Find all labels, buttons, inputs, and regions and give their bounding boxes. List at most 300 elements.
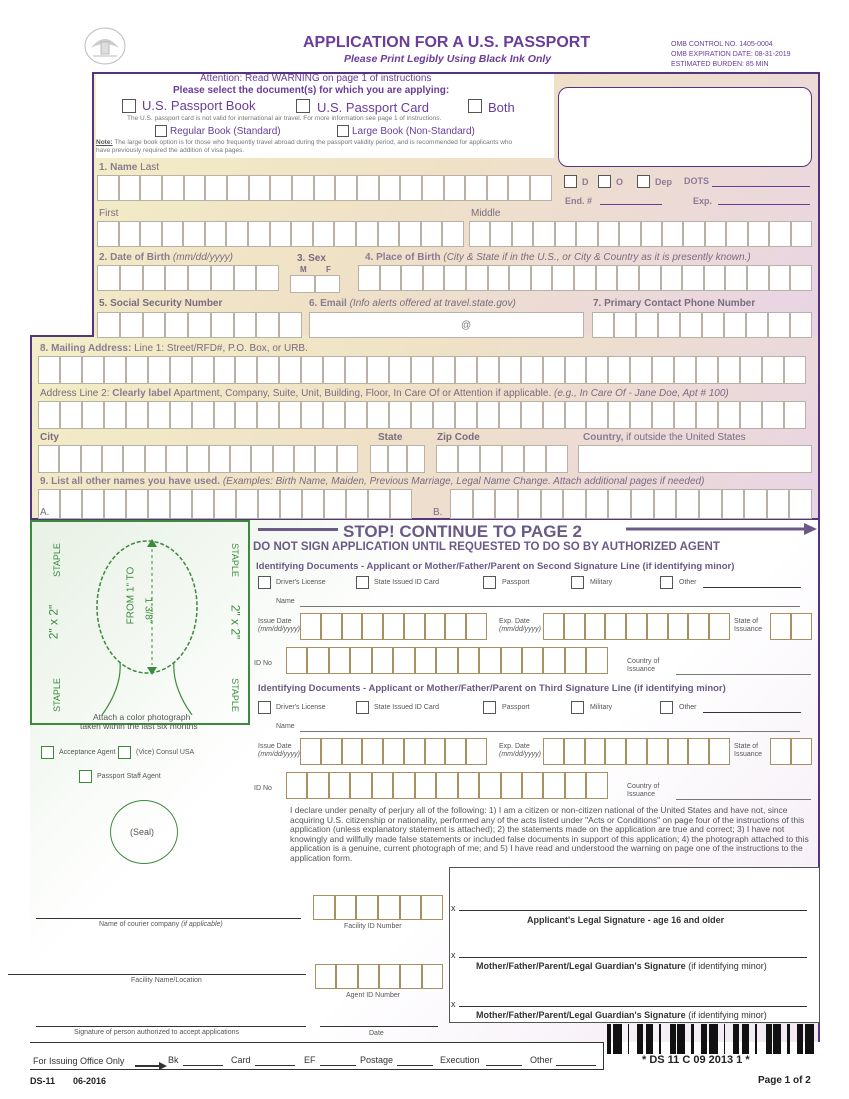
char-cell[interactable] bbox=[718, 401, 740, 429]
char-cell[interactable] bbox=[480, 445, 502, 473]
char-cell[interactable] bbox=[291, 221, 313, 247]
char-cell[interactable] bbox=[421, 895, 443, 920]
char-cell[interactable] bbox=[608, 356, 630, 384]
char-cell[interactable] bbox=[301, 401, 323, 429]
char-cell[interactable] bbox=[576, 221, 597, 247]
char-cell[interactable] bbox=[307, 772, 328, 799]
char-cell[interactable] bbox=[184, 175, 206, 201]
char-cell[interactable] bbox=[286, 772, 307, 799]
char-cell[interactable] bbox=[490, 221, 511, 247]
char-cell[interactable] bbox=[501, 772, 522, 799]
char-cell[interactable] bbox=[531, 265, 553, 291]
char-cell[interactable] bbox=[565, 772, 586, 799]
char-cell[interactable] bbox=[314, 175, 336, 201]
id2-other-checkbox[interactable] bbox=[660, 701, 673, 714]
char-cell[interactable] bbox=[404, 738, 425, 765]
char-cell[interactable] bbox=[477, 401, 499, 429]
char-cell[interactable] bbox=[346, 489, 368, 519]
passport-book-checkbox[interactable] bbox=[122, 99, 136, 113]
char-cell[interactable] bbox=[400, 964, 421, 989]
both-checkbox[interactable] bbox=[468, 99, 482, 113]
char-cell[interactable] bbox=[170, 356, 192, 384]
char-cell[interactable] bbox=[724, 312, 746, 338]
char-cell[interactable] bbox=[605, 738, 626, 765]
char-cell[interactable] bbox=[143, 312, 166, 338]
char-cell[interactable] bbox=[596, 265, 618, 291]
zip-cells[interactable] bbox=[436, 445, 568, 473]
id2-military-checkbox[interactable] bbox=[571, 701, 584, 714]
address-line2-cells[interactable] bbox=[38, 401, 806, 429]
id1-id-cells[interactable] bbox=[286, 647, 608, 674]
char-cell[interactable] bbox=[626, 738, 647, 765]
char-cell[interactable] bbox=[702, 312, 724, 338]
char-cell[interactable] bbox=[533, 221, 554, 247]
char-cell[interactable] bbox=[148, 356, 170, 384]
char-cell[interactable] bbox=[97, 221, 119, 247]
other-name-a-cells[interactable] bbox=[38, 489, 412, 519]
char-cell[interactable] bbox=[747, 265, 769, 291]
char-cell[interactable] bbox=[411, 401, 433, 429]
char-cell[interactable] bbox=[466, 613, 487, 640]
char-cell[interactable] bbox=[668, 613, 689, 640]
char-cell[interactable] bbox=[718, 356, 740, 384]
char-cell[interactable] bbox=[145, 445, 166, 473]
char-cell[interactable] bbox=[248, 221, 270, 247]
id2-exp-cells[interactable] bbox=[543, 738, 730, 765]
char-cell[interactable] bbox=[433, 356, 455, 384]
guardian-signature-line-2[interactable] bbox=[459, 1006, 807, 1007]
city-cells[interactable] bbox=[38, 445, 358, 473]
char-cell[interactable] bbox=[769, 265, 791, 291]
acceptance-agent-checkbox[interactable] bbox=[41, 746, 54, 759]
char-cell[interactable] bbox=[362, 738, 383, 765]
char-cell[interactable] bbox=[379, 175, 401, 201]
id1-state-id-checkbox[interactable] bbox=[356, 576, 369, 589]
char-cell[interactable] bbox=[543, 401, 565, 429]
char-cell[interactable] bbox=[166, 445, 187, 473]
char-cell[interactable] bbox=[143, 265, 166, 291]
char-cell[interactable] bbox=[658, 312, 680, 338]
char-cell[interactable] bbox=[335, 895, 357, 920]
char-cell[interactable] bbox=[444, 175, 466, 201]
other-name-b-cells[interactable] bbox=[450, 489, 812, 519]
char-cell[interactable] bbox=[60, 401, 82, 429]
char-cell[interactable] bbox=[214, 356, 236, 384]
id1-other-checkbox[interactable] bbox=[660, 576, 673, 589]
char-cell[interactable] bbox=[586, 356, 608, 384]
char-cell[interactable] bbox=[469, 221, 490, 247]
char-cell[interactable] bbox=[423, 265, 445, 291]
char-cell[interactable] bbox=[292, 175, 314, 201]
char-cell[interactable] bbox=[586, 647, 607, 674]
agent-id-cells[interactable] bbox=[315, 964, 443, 989]
char-cell[interactable] bbox=[148, 489, 170, 519]
char-cell[interactable] bbox=[302, 489, 324, 519]
char-cell[interactable] bbox=[608, 401, 630, 429]
char-cell[interactable] bbox=[390, 489, 412, 519]
char-cell[interactable] bbox=[59, 445, 80, 473]
id1-exp-cells[interactable] bbox=[543, 613, 730, 640]
state-cells[interactable] bbox=[370, 445, 425, 473]
id1-issue-cells[interactable] bbox=[300, 613, 487, 640]
char-cell[interactable] bbox=[342, 738, 363, 765]
ssn-cells[interactable] bbox=[97, 312, 302, 338]
char-cell[interactable] bbox=[324, 489, 346, 519]
char-cell[interactable] bbox=[488, 265, 510, 291]
char-cell[interactable] bbox=[162, 175, 184, 201]
char-cell[interactable] bbox=[388, 445, 406, 473]
char-cell[interactable] bbox=[688, 738, 709, 765]
passport-card-checkbox[interactable] bbox=[296, 99, 310, 113]
char-cell[interactable] bbox=[630, 356, 652, 384]
char-cell[interactable] bbox=[389, 356, 411, 384]
char-cell[interactable] bbox=[234, 265, 257, 291]
char-cell[interactable] bbox=[126, 356, 148, 384]
char-cell[interactable] bbox=[270, 175, 292, 201]
char-cell[interactable] bbox=[235, 401, 257, 429]
facility-id-cells[interactable] bbox=[313, 895, 443, 920]
char-cell[interactable] bbox=[279, 401, 301, 429]
char-cell[interactable] bbox=[170, 489, 192, 519]
char-cell[interactable] bbox=[165, 312, 188, 338]
char-cell[interactable] bbox=[546, 445, 568, 473]
char-cell[interactable] bbox=[479, 647, 500, 674]
char-cell[interactable] bbox=[350, 772, 371, 799]
char-cell[interactable] bbox=[767, 489, 790, 519]
char-cell[interactable] bbox=[187, 445, 208, 473]
char-cell[interactable] bbox=[307, 647, 328, 674]
char-cell[interactable] bbox=[258, 489, 280, 519]
char-cell[interactable] bbox=[249, 175, 271, 201]
char-cell[interactable] bbox=[647, 613, 668, 640]
char-cell[interactable] bbox=[279, 356, 301, 384]
char-cell[interactable] bbox=[425, 738, 446, 765]
char-cell[interactable] bbox=[362, 613, 383, 640]
char-cell[interactable] bbox=[465, 175, 487, 201]
char-cell[interactable] bbox=[313, 221, 335, 247]
char-cell[interactable] bbox=[211, 312, 234, 338]
char-cell[interactable] bbox=[82, 489, 104, 519]
char-cell[interactable] bbox=[104, 401, 126, 429]
id2-name-field[interactable] bbox=[300, 731, 800, 732]
char-cell[interactable] bbox=[770, 738, 791, 765]
char-cell[interactable] bbox=[230, 445, 251, 473]
char-cell[interactable] bbox=[256, 312, 279, 338]
char-cell[interactable] bbox=[631, 489, 654, 519]
regular-book-checkbox[interactable] bbox=[155, 125, 167, 137]
char-cell[interactable] bbox=[270, 221, 292, 247]
char-cell[interactable] bbox=[38, 445, 59, 473]
consul-checkbox[interactable] bbox=[118, 746, 131, 759]
char-cell[interactable] bbox=[705, 221, 726, 247]
char-cell[interactable] bbox=[357, 175, 379, 201]
char-cell[interactable] bbox=[555, 221, 576, 247]
char-cell[interactable] bbox=[97, 175, 119, 201]
char-cell[interactable] bbox=[473, 489, 496, 519]
char-cell[interactable] bbox=[495, 489, 518, 519]
char-cell[interactable] bbox=[119, 221, 141, 247]
char-cell[interactable] bbox=[499, 401, 521, 429]
char-cell[interactable] bbox=[790, 312, 812, 338]
char-cell[interactable] bbox=[522, 772, 543, 799]
char-cell[interactable] bbox=[524, 445, 546, 473]
char-cell[interactable] bbox=[744, 489, 767, 519]
char-cell[interactable] bbox=[236, 489, 258, 519]
char-cell[interactable] bbox=[518, 489, 541, 519]
char-cell[interactable] bbox=[315, 964, 336, 989]
char-cell[interactable] bbox=[329, 772, 350, 799]
char-cell[interactable] bbox=[235, 356, 257, 384]
char-cell[interactable] bbox=[444, 265, 466, 291]
char-cell[interactable] bbox=[586, 772, 607, 799]
id2-country-field[interactable] bbox=[676, 799, 811, 800]
char-cell[interactable] bbox=[97, 312, 120, 338]
char-cell[interactable] bbox=[662, 221, 683, 247]
char-cell[interactable] bbox=[214, 489, 236, 519]
char-cell[interactable] bbox=[383, 738, 404, 765]
char-cell[interactable] bbox=[400, 895, 422, 920]
char-cell[interactable] bbox=[709, 738, 730, 765]
applicant-signature-line[interactable] bbox=[459, 910, 807, 911]
dob-cells[interactable] bbox=[97, 265, 279, 291]
char-cell[interactable] bbox=[696, 356, 718, 384]
char-cell[interactable] bbox=[148, 401, 170, 429]
char-cell[interactable] bbox=[784, 356, 806, 384]
char-cell[interactable] bbox=[458, 772, 479, 799]
courier-line[interactable] bbox=[36, 918, 301, 919]
char-cell[interactable] bbox=[509, 265, 531, 291]
id2-id-cells[interactable] bbox=[286, 772, 608, 799]
char-cell[interactable] bbox=[458, 445, 480, 473]
date-line[interactable] bbox=[320, 1026, 438, 1027]
char-cell[interactable] bbox=[389, 401, 411, 429]
char-cell[interactable] bbox=[315, 275, 340, 293]
char-cell[interactable] bbox=[477, 356, 499, 384]
char-cell[interactable] bbox=[543, 738, 564, 765]
id1-passport-checkbox[interactable] bbox=[483, 576, 496, 589]
char-cell[interactable] bbox=[358, 964, 379, 989]
id1-name-field[interactable] bbox=[300, 606, 800, 607]
char-cell[interactable] bbox=[97, 265, 120, 291]
char-cell[interactable] bbox=[543, 613, 564, 640]
char-cell[interactable] bbox=[290, 275, 315, 293]
char-cell[interactable] bbox=[487, 175, 509, 201]
first-name-cells[interactable] bbox=[97, 221, 464, 247]
char-cell[interactable] bbox=[257, 356, 279, 384]
email-field[interactable] bbox=[309, 312, 584, 338]
char-cell[interactable] bbox=[120, 265, 143, 291]
char-cell[interactable] bbox=[450, 489, 473, 519]
large-book-checkbox[interactable] bbox=[337, 125, 349, 137]
country-field[interactable] bbox=[578, 445, 812, 473]
char-cell[interactable] bbox=[647, 738, 668, 765]
char-cell[interactable] bbox=[726, 221, 747, 247]
char-cell[interactable] bbox=[165, 265, 188, 291]
address-line1-cells[interactable] bbox=[38, 356, 806, 384]
char-cell[interactable] bbox=[367, 356, 389, 384]
char-cell[interactable] bbox=[565, 647, 586, 674]
char-cell[interactable] bbox=[598, 221, 619, 247]
char-cell[interactable] bbox=[102, 445, 123, 473]
char-cell[interactable] bbox=[345, 356, 367, 384]
char-cell[interactable] bbox=[614, 312, 636, 338]
char-cell[interactable] bbox=[383, 613, 404, 640]
char-cell[interactable] bbox=[411, 356, 433, 384]
char-cell[interactable] bbox=[372, 647, 393, 674]
char-cell[interactable] bbox=[119, 175, 141, 201]
char-cell[interactable] bbox=[586, 489, 609, 519]
last-name-cells[interactable] bbox=[97, 175, 552, 201]
char-cell[interactable] bbox=[585, 613, 606, 640]
char-cell[interactable] bbox=[323, 401, 345, 429]
char-cell[interactable] bbox=[455, 401, 477, 429]
char-cell[interactable] bbox=[104, 356, 126, 384]
char-cell[interactable] bbox=[251, 445, 272, 473]
o-checkbox[interactable] bbox=[598, 175, 611, 188]
char-cell[interactable] bbox=[501, 647, 522, 674]
char-cell[interactable] bbox=[436, 772, 457, 799]
char-cell[interactable] bbox=[140, 175, 162, 201]
id2-drivers-checkbox[interactable] bbox=[258, 701, 271, 714]
char-cell[interactable] bbox=[668, 738, 689, 765]
char-cell[interactable] bbox=[455, 356, 477, 384]
char-cell[interactable] bbox=[188, 312, 211, 338]
char-cell[interactable] bbox=[401, 265, 423, 291]
char-cell[interactable] bbox=[433, 401, 455, 429]
char-cell[interactable] bbox=[725, 265, 747, 291]
char-cell[interactable] bbox=[630, 401, 652, 429]
phone-cells[interactable] bbox=[592, 312, 812, 338]
char-cell[interactable] bbox=[380, 265, 402, 291]
char-cell[interactable] bbox=[608, 489, 631, 519]
char-cell[interactable] bbox=[682, 265, 704, 291]
char-cell[interactable] bbox=[770, 613, 791, 640]
char-cell[interactable] bbox=[192, 356, 214, 384]
sex-cells[interactable] bbox=[290, 275, 340, 293]
pob-cells[interactable] bbox=[358, 265, 812, 291]
char-cell[interactable] bbox=[273, 445, 294, 473]
char-cell[interactable] bbox=[140, 221, 162, 247]
char-cell[interactable] bbox=[425, 613, 446, 640]
char-cell[interactable] bbox=[227, 175, 249, 201]
char-cell[interactable] bbox=[619, 221, 640, 247]
char-cell[interactable] bbox=[415, 647, 436, 674]
char-cell[interactable] bbox=[345, 401, 367, 429]
char-cell[interactable] bbox=[211, 265, 234, 291]
char-cell[interactable] bbox=[436, 647, 457, 674]
char-cell[interactable] bbox=[791, 613, 812, 640]
char-cell[interactable] bbox=[458, 647, 479, 674]
char-cell[interactable] bbox=[543, 772, 564, 799]
char-cell[interactable] bbox=[256, 265, 279, 291]
char-cell[interactable] bbox=[234, 312, 257, 338]
char-cell[interactable] bbox=[479, 772, 500, 799]
char-cell[interactable] bbox=[393, 772, 414, 799]
char-cell[interactable] bbox=[286, 647, 307, 674]
char-cell[interactable] bbox=[209, 445, 230, 473]
char-cell[interactable] bbox=[791, 221, 812, 247]
char-cell[interactable] bbox=[38, 356, 60, 384]
char-cell[interactable] bbox=[790, 265, 812, 291]
char-cell[interactable] bbox=[372, 772, 393, 799]
char-cell[interactable] bbox=[445, 738, 466, 765]
char-cell[interactable] bbox=[543, 647, 564, 674]
char-cell[interactable] bbox=[400, 175, 422, 201]
char-cell[interactable] bbox=[342, 613, 363, 640]
char-cell[interactable] bbox=[301, 356, 323, 384]
id1-state-cells[interactable] bbox=[770, 613, 812, 640]
char-cell[interactable] bbox=[791, 738, 812, 765]
char-cell[interactable] bbox=[170, 401, 192, 429]
char-cell[interactable] bbox=[205, 175, 227, 201]
id2-issue-cells[interactable] bbox=[300, 738, 487, 765]
char-cell[interactable] bbox=[789, 489, 812, 519]
char-cell[interactable] bbox=[214, 401, 236, 429]
char-cell[interactable] bbox=[784, 401, 806, 429]
char-cell[interactable] bbox=[641, 221, 662, 247]
char-cell[interactable] bbox=[676, 489, 699, 519]
char-cell[interactable] bbox=[564, 613, 585, 640]
char-cell[interactable] bbox=[81, 445, 102, 473]
char-cell[interactable] bbox=[769, 221, 790, 247]
char-cell[interactable] bbox=[522, 647, 543, 674]
facility-name-line[interactable] bbox=[8, 974, 306, 975]
char-cell[interactable] bbox=[680, 312, 702, 338]
char-cell[interactable] bbox=[336, 964, 357, 989]
char-cell[interactable] bbox=[722, 489, 745, 519]
char-cell[interactable] bbox=[543, 356, 565, 384]
char-cell[interactable] bbox=[654, 489, 677, 519]
char-cell[interactable] bbox=[762, 356, 784, 384]
char-cell[interactable] bbox=[279, 312, 302, 338]
char-cell[interactable] bbox=[563, 489, 586, 519]
char-cell[interactable] bbox=[530, 175, 552, 201]
char-cell[interactable] bbox=[120, 312, 143, 338]
char-cell[interactable] bbox=[565, 401, 587, 429]
char-cell[interactable] bbox=[683, 221, 704, 247]
char-cell[interactable] bbox=[315, 445, 336, 473]
char-cell[interactable] bbox=[709, 613, 730, 640]
char-cell[interactable] bbox=[639, 265, 661, 291]
char-cell[interactable] bbox=[586, 401, 608, 429]
char-cell[interactable] bbox=[626, 613, 647, 640]
char-cell[interactable] bbox=[205, 221, 227, 247]
char-cell[interactable] bbox=[592, 312, 614, 338]
char-cell[interactable] bbox=[740, 356, 762, 384]
char-cell[interactable] bbox=[38, 401, 60, 429]
char-cell[interactable] bbox=[422, 175, 444, 201]
char-cell[interactable] bbox=[421, 221, 443, 247]
char-cell[interactable] bbox=[321, 613, 342, 640]
id2-state-cells[interactable] bbox=[770, 738, 812, 765]
id2-passport-checkbox[interactable] bbox=[483, 701, 496, 714]
char-cell[interactable] bbox=[337, 445, 358, 473]
char-cell[interactable] bbox=[378, 221, 400, 247]
char-cell[interactable] bbox=[466, 265, 488, 291]
char-cell[interactable] bbox=[60, 356, 82, 384]
char-cell[interactable] bbox=[192, 401, 214, 429]
char-cell[interactable] bbox=[358, 265, 380, 291]
char-cell[interactable] bbox=[605, 613, 626, 640]
char-cell[interactable] bbox=[565, 356, 587, 384]
char-cell[interactable] bbox=[104, 489, 126, 519]
char-cell[interactable] bbox=[335, 175, 357, 201]
char-cell[interactable] bbox=[508, 175, 530, 201]
char-cell[interactable] bbox=[674, 401, 696, 429]
char-cell[interactable] bbox=[768, 312, 790, 338]
char-cell[interactable] bbox=[300, 738, 321, 765]
char-cell[interactable] bbox=[674, 356, 696, 384]
